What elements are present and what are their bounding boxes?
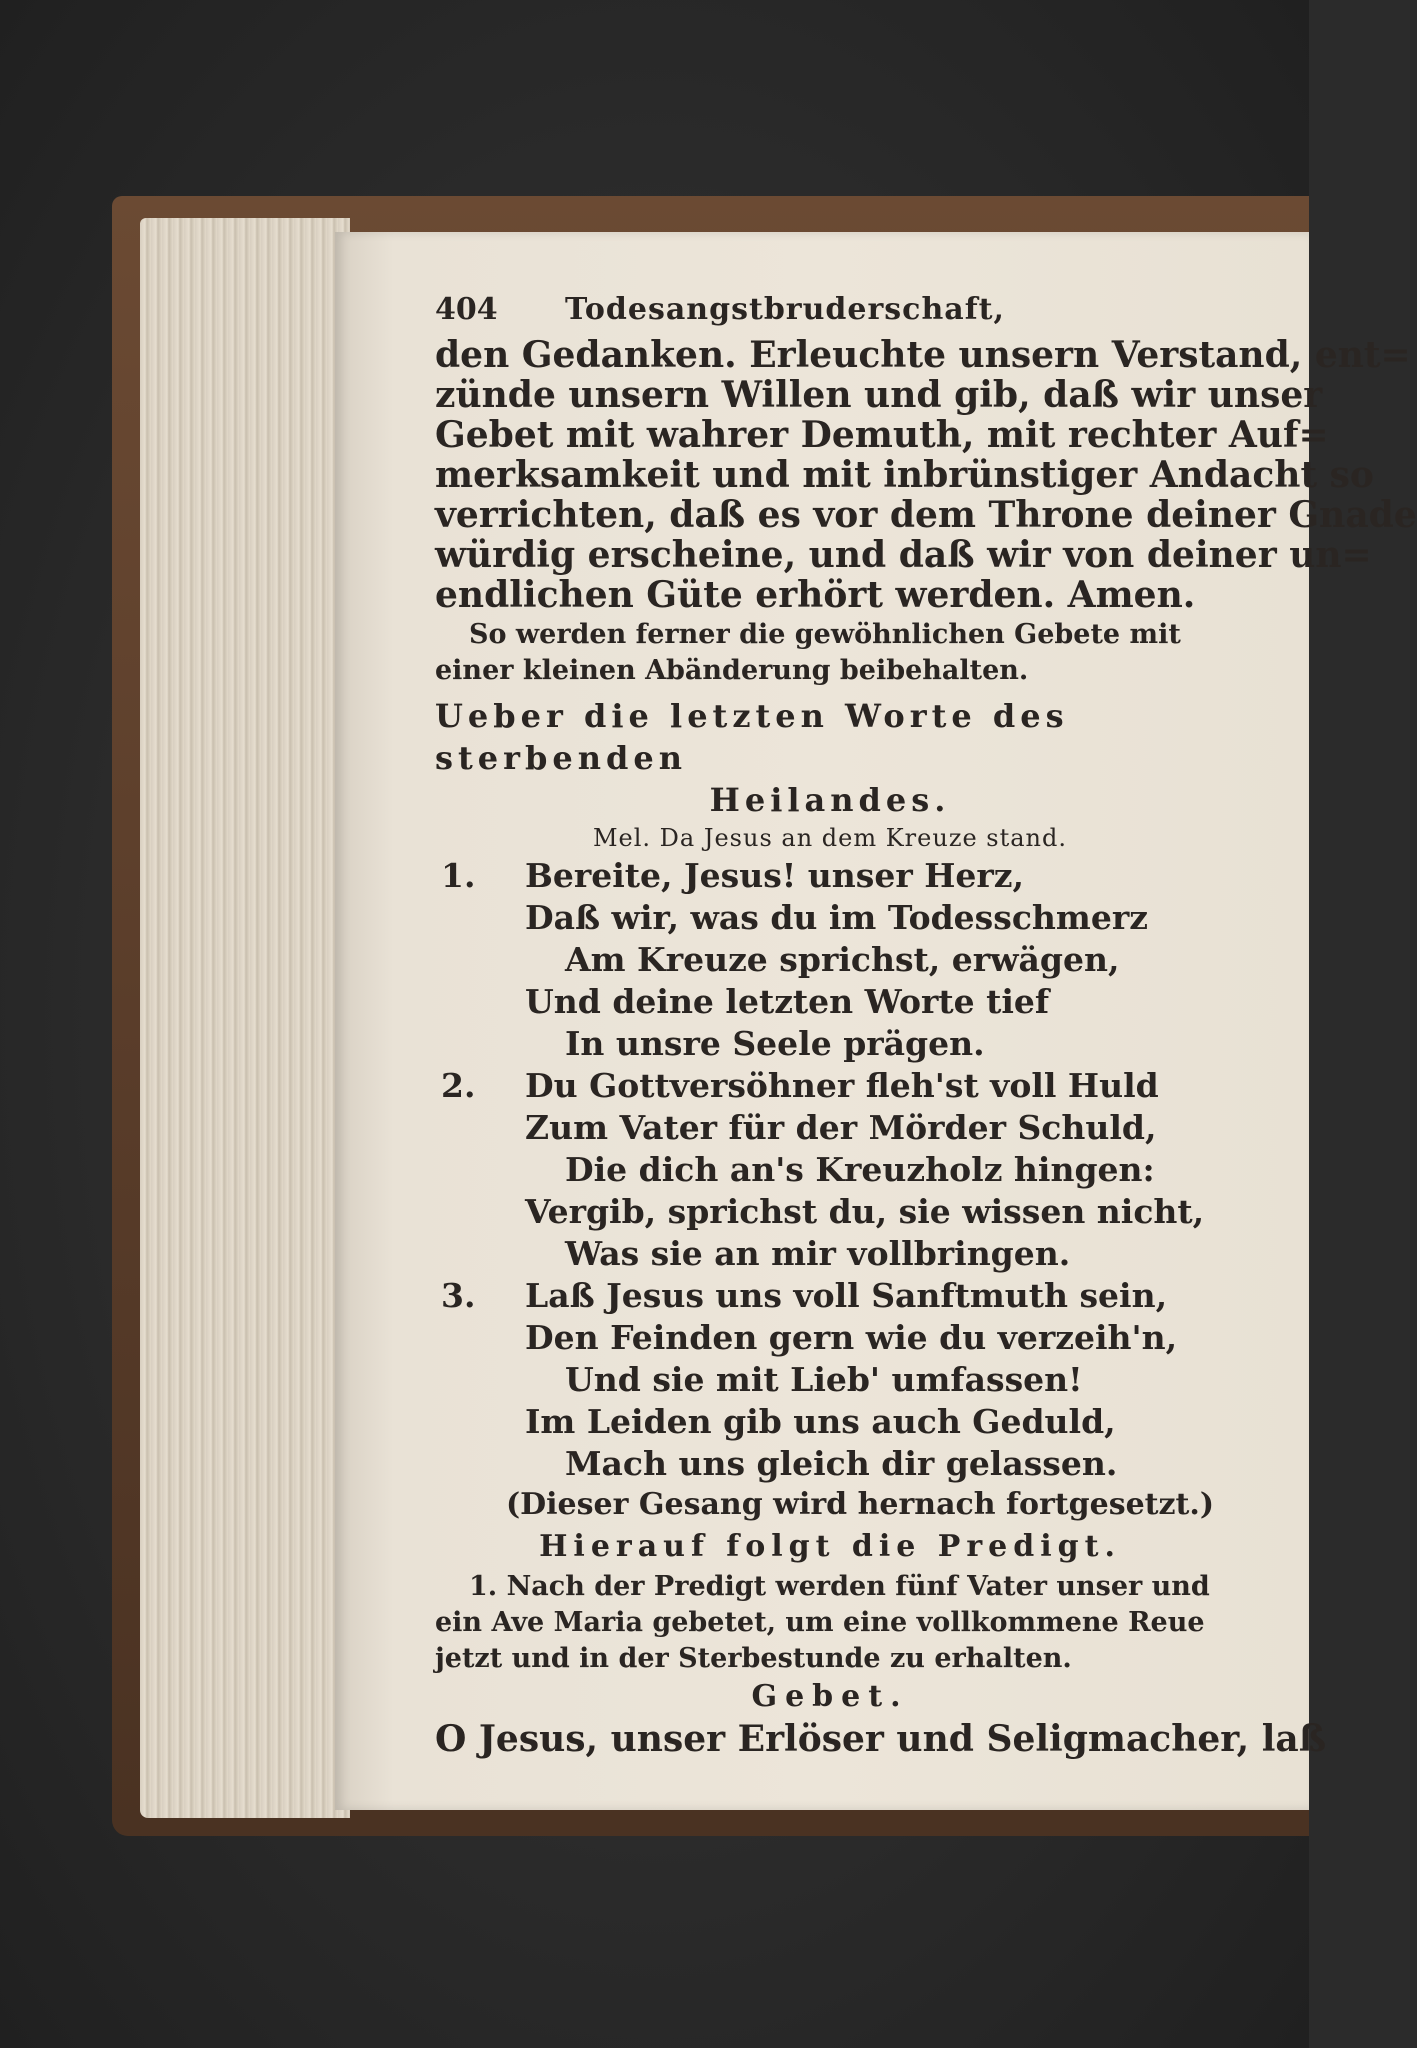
melody-note: Mel. Da Jesus an dem Kreuze stand. bbox=[592, 824, 1068, 852]
note-line: So werden ferner die gewöhnlichen Gebete mit bbox=[469, 619, 1181, 650]
sermon-note-line: ein Ave Maria gebetet, um eine vollkommene Reue bbox=[435, 1607, 1205, 1638]
verse-line: Daß wir, was du im Todesschmerz bbox=[525, 898, 1148, 937]
verse-line: Zum Vater für der Mörder Schuld, bbox=[525, 1108, 1157, 1147]
hymn-heading bbox=[435, 695, 1225, 821]
stanza bbox=[435, 1275, 1225, 1485]
verse-line: Laß Jesus uns voll Sanftmuth sein, bbox=[525, 1276, 1168, 1315]
prose-line: Gebet mit wahrer Demuth, mit rechter Auf= bbox=[435, 414, 1329, 456]
verse-line: In unsre Seele prägen. bbox=[565, 1024, 985, 1063]
rubric-note bbox=[435, 617, 1225, 689]
stanza bbox=[435, 855, 1225, 1065]
running-head bbox=[435, 292, 1225, 327]
verse-line: Die dich an's Kreuzholz hingen: bbox=[565, 1150, 1155, 1189]
verse-line: Am Kreuze sprichst, erwägen, bbox=[565, 940, 1120, 979]
continuation-note: (Dieser Gesang wird hernach fortgesetzt.) bbox=[505, 1487, 1215, 1522]
hymn-heading-line: Heilandes. bbox=[709, 781, 951, 819]
verse-line: Mach uns gleich dir gelassen. bbox=[565, 1444, 1118, 1483]
sermon-heading: Hierauf folgt die Predigt. bbox=[539, 1529, 1121, 1564]
stanza-number: 1. bbox=[441, 856, 476, 895]
verse-line: Den Feinden gern wie du verzeih'n, bbox=[525, 1318, 1178, 1357]
verse-line: Im Leiden gib uns auch Geduld, bbox=[525, 1402, 1116, 1441]
final-line: O Jesus, unser Erlöser und Seligmacher, laß bbox=[435, 1718, 1327, 1760]
sermon-note-line: jetzt und in der Sterbestunde zu erhalten. bbox=[435, 1643, 1072, 1674]
prose-line: verrichten, daß es vor dem Throne deiner Gnade bbox=[435, 494, 1417, 536]
prose-line: endlichen Güte erhört werden. Amen. bbox=[435, 574, 1196, 616]
prayer-text bbox=[435, 334, 1417, 616]
prose-line: würdig erscheine, und daß wir von deiner un= bbox=[435, 534, 1372, 576]
prose-line: den Gedanken. Erleuchte unsern Verstand, ent= bbox=[435, 334, 1411, 376]
page-number: 404 bbox=[435, 292, 498, 327]
prose-line: zünde unsern Willen und gib, daß wir unser bbox=[435, 374, 1323, 416]
sermon-note-line: 1. Nach der Predigt werden fünf Vater unser und bbox=[469, 1571, 1210, 1602]
sermon-note bbox=[435, 1569, 1225, 1677]
verse-line: Was sie an mir vollbringen. bbox=[565, 1234, 1071, 1273]
stanza-number: 2. bbox=[441, 1066, 476, 1105]
stanza-number: 3. bbox=[441, 1276, 476, 1315]
prayer-title: Gebet. bbox=[751, 1679, 909, 1714]
verse-line: Und sie mit Lieb' umfassen! bbox=[565, 1360, 1083, 1399]
book-page bbox=[335, 232, 1417, 1810]
running-title: Todesangstbruderschaft, bbox=[565, 292, 1005, 327]
page-edges bbox=[140, 218, 350, 1818]
verse-line: Du Gottversöhner fleh'st voll Huld bbox=[525, 1066, 1159, 1105]
prose-line: merksamkeit und mit inbrünstiger Andacht so bbox=[435, 454, 1374, 496]
verse-line: Und deine letzten Worte tief bbox=[525, 982, 1050, 1021]
note-line: einer kleinen Abänderung beibehalten. bbox=[435, 655, 1029, 686]
verse-line: Bereite, Jesus! unser Herz, bbox=[525, 856, 1024, 895]
verse-line: Vergib, sprichst du, sie wissen nicht, bbox=[525, 1192, 1205, 1231]
page-content bbox=[435, 292, 1417, 1761]
stanza bbox=[435, 1065, 1225, 1275]
hymn-heading-line: Ueber die letzten Worte des sterbenden bbox=[435, 697, 1069, 777]
